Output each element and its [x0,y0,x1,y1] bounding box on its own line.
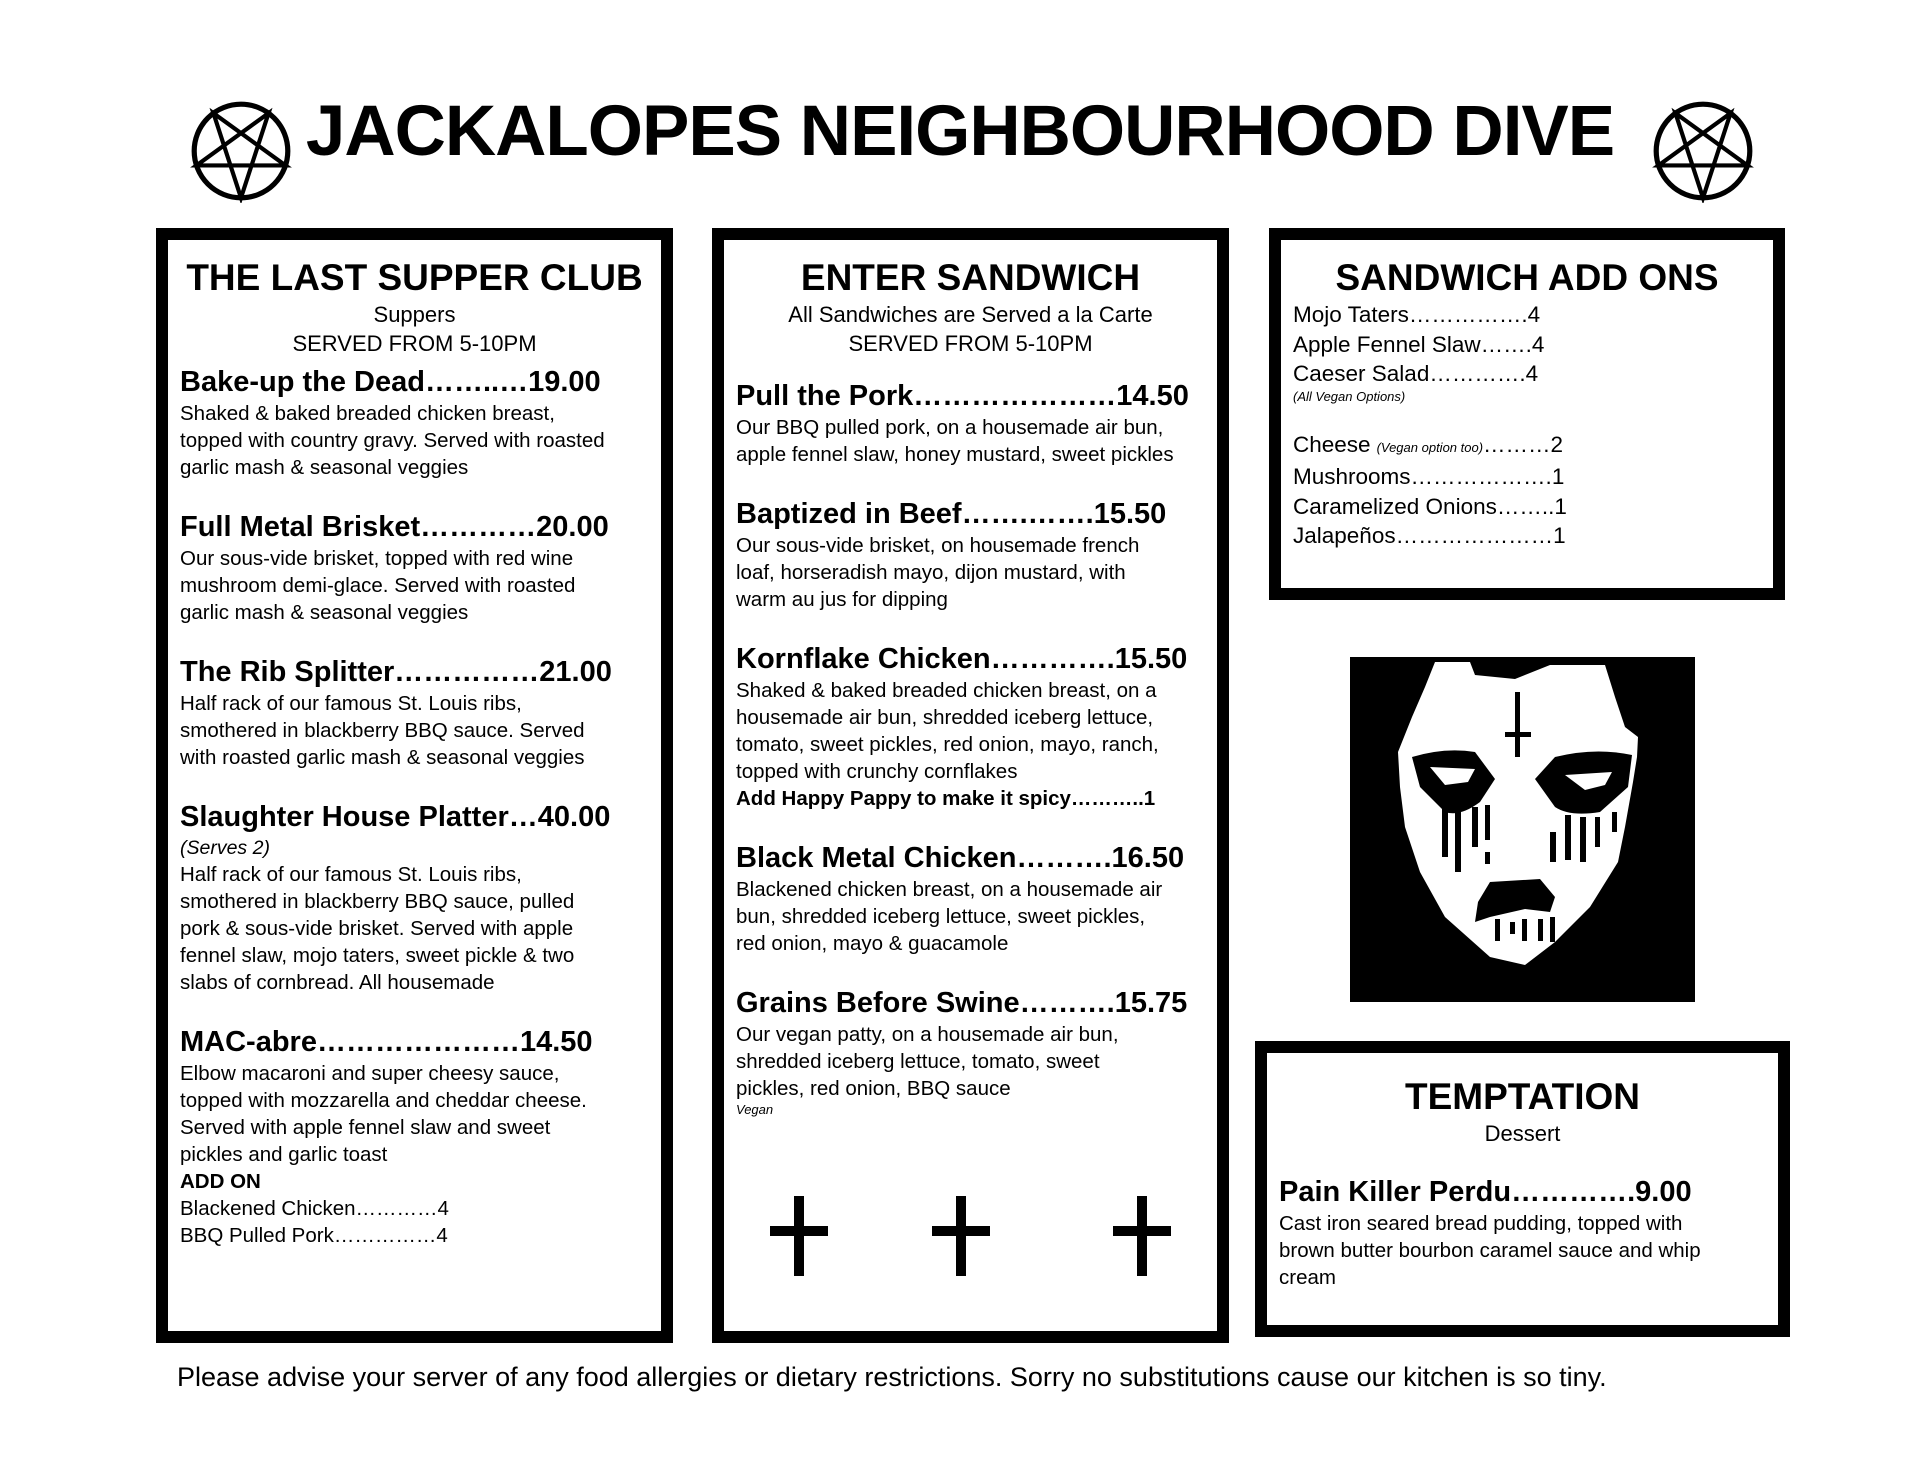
menu-item-title [180,654,649,690]
menu-item [180,364,649,481]
pentagram-icon-right [1651,99,1755,203]
section-subtitle: Dessert [1484,1121,1561,1146]
item-name: MAC-abre [180,1026,317,1058]
item-description: topped with mozzarella and cheddar cheese. [180,1089,587,1112]
dot-leader: … [508,801,538,833]
item-name: Full Metal Brisket [180,511,421,543]
menu-item-list [736,358,1205,1118]
dot-leader: ………………. [1410,464,1552,489]
dot-leader: …………… [333,1224,437,1247]
item-description: with roasted garlic mash & seasonal veggies [180,746,585,769]
menu-item-list [1279,1148,1766,1291]
addon-name: Apple Fennel Slaw [1293,331,1481,357]
item-description: shredded iceberg lettuce, tomato, sweet [736,1050,1100,1073]
item-description: Our BBQ pulled pork, on a housemade air bun, [736,416,1164,439]
dot-leader: ………………… [913,380,1117,412]
item-price: 15.50 [1114,643,1188,675]
menu-item [736,840,1205,957]
menu-item [180,799,649,996]
menu-item-title [180,364,649,400]
menu-item [1279,1174,1766,1291]
menu-item [736,641,1205,812]
addon-price: 4 [1531,331,1545,357]
addon-price: 4 [1527,302,1541,327]
item-price: 14.50 [519,1026,593,1058]
item-description: cream [1279,1266,1336,1289]
item-upgrade: Add Happy Pappy to make it spicy………..1 [736,787,1156,810]
item-description: bun, shredded iceberg lettuce, sweet pickles, [736,905,1146,928]
addon-line [1293,330,1761,360]
menu-item-title [180,1024,649,1060]
addon-line [180,1195,649,1222]
menu-item-title [736,378,1205,414]
addon-name: Mojo Taters [1293,302,1409,327]
item-description: tomato, sweet pickles, red onion, mayo, ranch, [736,733,1159,756]
addon-name: Mushrooms [1293,464,1411,489]
item-description: mushroom demi-glace. Served with roasted [180,574,576,597]
addon-note: (All Vegan Options) [1293,388,1406,404]
item-description: Blackened chicken breast, on a housemade air [736,878,1163,901]
item-note: Vegan [736,1102,774,1117]
item-description: housemade air bun, shredded iceberg lettuce, [736,706,1154,729]
menu-item-list [180,364,649,1168]
item-description: loaf, horseradish mayo, dijon mustard, with [736,561,1126,584]
item-name: Slaughter House Platter [180,801,509,833]
section-heading: SANDWICH ADD ONS [1335,257,1719,298]
dot-leader: ………………… [1395,523,1554,548]
item-description: slabs of cornbread. All housemade [180,971,495,994]
addon-name: Cheese [1293,431,1371,457]
dot-leader: ……..… [424,366,529,398]
addon-line [1293,300,1761,330]
item-description: Cast iron seared bread pudding, topped with [1279,1212,1683,1235]
inverted-cross-icon [932,1196,990,1276]
item-name: Grains Before Swine [736,987,1020,1019]
section-subtitle: All Sandwiches are Served a la Carte [788,302,1153,327]
addon-price: 1 [1551,464,1565,489]
menu-item-title [736,496,1205,532]
item-name: Bake-up the Dead [180,366,425,398]
dot-leader: ………………… [316,1026,520,1058]
item-description: Elbow macaroni and super cheesy sauce, [180,1062,560,1085]
addon-price: 4 [1525,361,1539,386]
item-price: 20.00 [536,511,609,543]
menu-item-title [1279,1174,1766,1210]
menu-item [736,378,1205,468]
section-subtitle: Suppers [373,302,456,327]
addon-name: BBQ Pulled Pork [180,1224,334,1247]
menu-item [180,509,649,626]
item-name: Black Metal Chicken [736,842,1017,874]
item-description: smothered in blackberry BBQ sauce. Served [180,719,585,742]
dot-leader: …………. [990,643,1115,675]
item-description: Our vegan patty, on a housemade air bun, [736,1023,1119,1046]
item-description: Our sous-vide brisket, topped with red wine [180,547,574,570]
item-price: 9.00 [1635,1176,1692,1208]
corpse-paint-face-image [1350,657,1695,1002]
dot-leader: ………. [1016,842,1112,874]
item-description: Shaked & baked breaded chicken breast, on a [736,679,1157,702]
item-description: brown butter bourbon caramel sauce and whip [1279,1239,1701,1262]
dot-leader: …………. [1429,361,1526,386]
item-description: Served with apple fennel slaw and sweet [180,1116,551,1139]
item-note: (Serves 2) [180,837,270,859]
menu-item-title [180,509,649,545]
add-on-list [180,1195,649,1249]
addon-name: Blackened Chicken [180,1197,356,1220]
menu-item-title [736,641,1205,677]
item-price: 14.50 [1116,380,1189,412]
page-title: JACKALOPES NEIGHBOURHOOD DIVE [305,92,1615,171]
section-hours: SERVED FROM 5-10PM [848,331,1093,356]
dot-leader: ……………. [1408,302,1528,327]
supper-section [156,228,673,1343]
item-description: Half rack of our famous St. Louis ribs, [180,692,522,715]
addon-line [1293,462,1761,492]
item-name: The Rib Splitter [180,656,395,688]
item-price: 21.00 [539,656,612,688]
section-heading: ENTER SANDWICH [800,257,1141,298]
item-description: apple fennel slaw, honey mustard, sweet pickles [736,443,1174,466]
item-description: Half rack of our famous St. Louis ribs, [180,863,522,886]
menu-item [736,496,1205,613]
addons-section [1269,228,1785,600]
item-description: pickles, red onion, BBQ sauce [736,1077,1011,1100]
item-price: 15.50 [1093,498,1167,530]
addon-list [1293,300,1761,389]
item-price: 40.00 [537,801,611,833]
addon-price: 1 [1553,523,1566,548]
addon-name: Caeser Salad [1293,361,1430,386]
item-price: 15.75 [1114,987,1188,1019]
item-price: 19.00 [528,366,601,398]
addon-price: 1 [1554,493,1567,519]
addon-price: 4 [437,1197,449,1220]
section-heading: THE LAST SUPPER CLUB [186,257,643,298]
menu-item-title [736,840,1205,876]
item-name: Pull the Pork [736,380,914,412]
inverted-cross-icon [770,1196,828,1276]
item-description: garlic mash & seasonal veggies [180,601,469,624]
menu-item [180,1024,649,1168]
addon-tag: (Vegan option too) [1376,439,1484,455]
addon-line [1293,430,1761,463]
inverted-cross-icon [1113,1196,1171,1276]
allergy-notice: Please advise your server of any food allergies or dietary restrictions. Sorry no substitutions cause our kitchen is so tiny. [177,1362,1607,1392]
item-price: 16.50 [1111,842,1185,874]
item-description: Shaked & baked breaded chicken breast, [180,402,555,425]
dot-leader: ………… [420,511,537,543]
addon-name: Caramelized Onions [1293,493,1497,519]
dessert-section [1255,1041,1790,1337]
dot-leader: ……. [1480,331,1532,357]
dot-leader: …………… [394,656,540,688]
item-description: warm au jus for dipping [736,588,948,611]
add-on-heading: ADD ON [180,1170,261,1193]
addon-line [1293,492,1761,522]
addon-list [1293,430,1761,551]
dot-leader: …….……. [961,498,1094,530]
item-description: pickles and garlic toast [180,1143,388,1166]
section-heading: TEMPTATION [1405,1076,1640,1117]
addon-price: 4 [436,1224,448,1247]
item-name: Kornflake Chicken [736,643,991,675]
item-name: Baptized in Beef [736,498,962,530]
item-description: pork & sous-vide brisket. Served with apple [180,917,574,940]
addon-line [1293,521,1761,551]
item-description: Our sous-vide brisket, on housemade french [736,534,1140,557]
dot-leader: …………. [1511,1176,1636,1208]
item-description: topped with crunchy cornflakes [736,760,1018,783]
item-description: red onion, mayo & guacamole [736,932,1009,955]
menu-item-title [736,985,1205,1021]
section-hours: SERVED FROM 5-10PM [292,331,537,356]
addon-line [180,1222,649,1249]
item-description: topped with country gravy. Served with roasted [180,429,605,452]
item-description: fennel slaw, mojo taters, sweet pickle & two [180,944,575,967]
menu-item-title [180,799,649,835]
dot-leader: ……… [1483,431,1551,457]
sandwich-section [712,228,1229,1343]
item-name: Pain Killer Perdu [1279,1176,1512,1208]
dot-leader: ………. [1019,987,1115,1019]
item-description: smothered in blackberry BBQ sauce, pulled [180,890,575,913]
addon-line [1293,359,1761,389]
menu-item [180,654,649,771]
addon-name: Jalapeños [1293,523,1396,548]
item-description: garlic mash & seasonal veggies [180,456,469,479]
dot-leader: …….. [1496,493,1555,519]
menu-item [736,985,1205,1118]
addon-price: 2 [1550,431,1564,457]
dot-leader: ………… [355,1197,438,1220]
